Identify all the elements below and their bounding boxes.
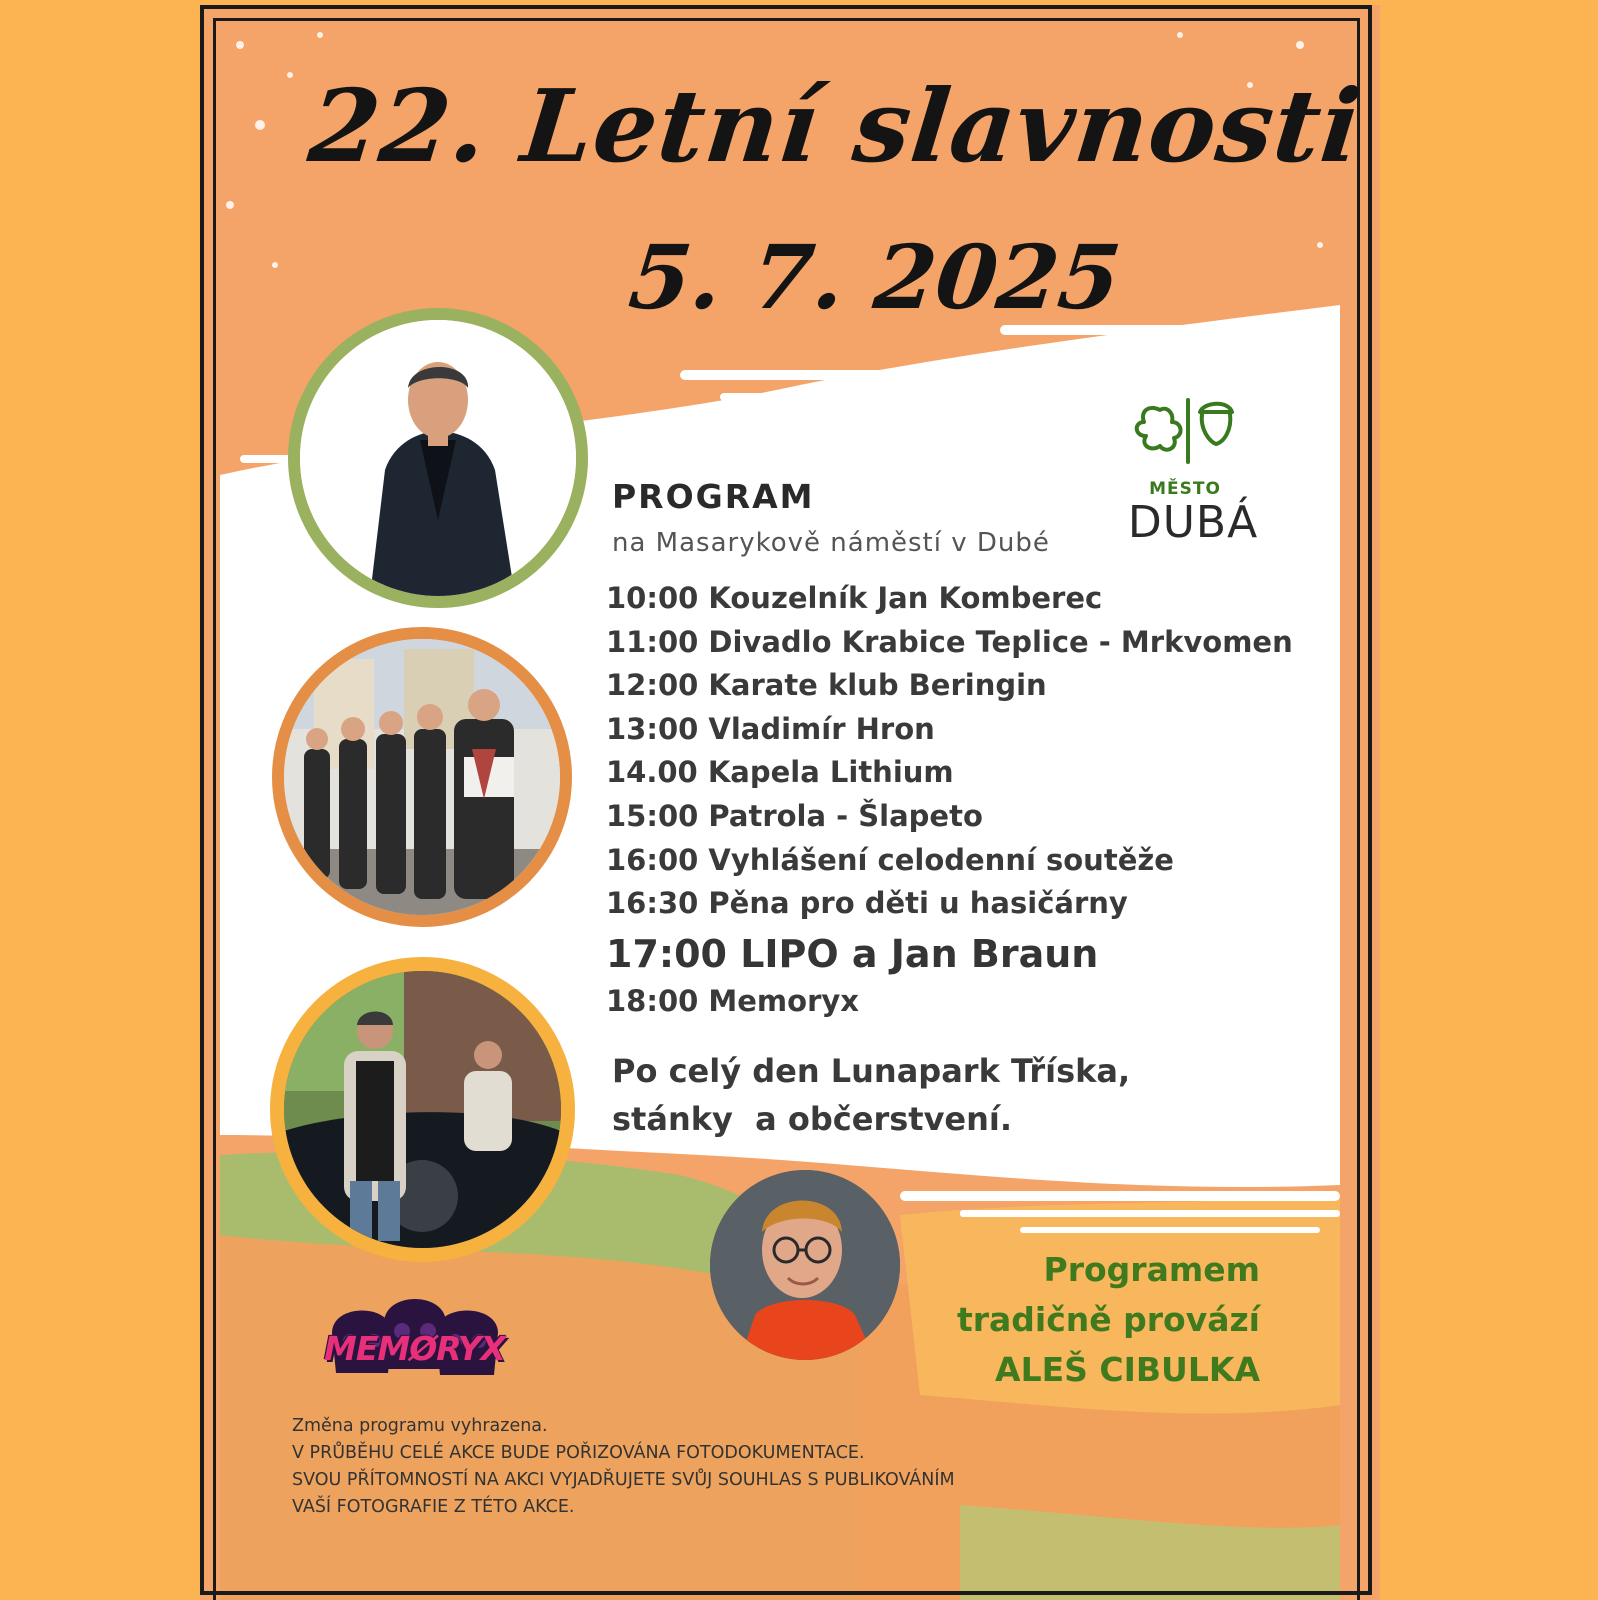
disclaimer-line: Změna programu vyhrazena.	[292, 1416, 548, 1436]
photo-memoryx	[270, 957, 575, 1262]
photo-magician	[288, 308, 588, 608]
photo-host	[710, 1170, 900, 1360]
host-portrait	[710, 1170, 900, 1360]
disclaimer	[292, 1413, 955, 1521]
magician-portrait	[300, 320, 576, 596]
host-line: Programem	[1043, 1250, 1260, 1289]
logo-line-mesto: MĚSTO	[1149, 479, 1221, 499]
schedule-item: 15:00 Patrola - Šlapeto	[606, 798, 983, 833]
program-location: na Masarykově náměstí v Dubé	[612, 528, 1050, 558]
schedule-list	[606, 577, 1293, 1023]
schedule-item: 12:00 Karate klub Beringin	[606, 668, 1047, 703]
schedule-item-headliner: 17:00 LIPO a Jan Braun	[606, 931, 1099, 976]
group-photo	[284, 639, 560, 915]
band-logo-text: MEMØRYX	[324, 1329, 505, 1368]
schedule-item: 11:00 Divadlo Krabice Teplice - Mrkvomen	[606, 624, 1293, 659]
event-title: 22. Letní slavnosti	[303, 67, 1367, 185]
schedule-item: 16:30 Pěna pro děti u hasičárny	[606, 886, 1128, 921]
disclaimer-line: V PRŮBĚHU CELÉ AKCE BUDE POŘIZOVÁNA FOTODOKUMENTACE.	[292, 1443, 865, 1463]
disclaimer-line: SVOU PŘÍTOMNOSTÍ NA AKCI VYJADŘUJETE SVŮJ SOUHLAS S PUBLIKOVÁNÍM	[292, 1470, 955, 1490]
schedule-item: 16:00 Vyhlášení celodenní soutěže	[606, 842, 1174, 877]
host-credit	[940, 1245, 1260, 1395]
poster-content	[200, 5, 1380, 1600]
photo-theatre-group	[272, 627, 572, 927]
host-name: ALEŠ CIBULKA	[995, 1350, 1260, 1389]
schedule-item: 10:00 Kouzelník Jan Komberec	[606, 581, 1103, 615]
schedule-item: 13:00 Vladimír Hron	[606, 711, 935, 746]
schedule-item: 14.00 Kapela Lithium	[606, 755, 954, 790]
event-date: 5. 7. 2025	[624, 225, 1126, 329]
memoryx-photo	[284, 971, 561, 1248]
program-heading: PROGRAM	[612, 477, 815, 516]
disclaimer-line: VAŠÍ FOTOGRAFIE Z TÉTO AKCE.	[292, 1497, 575, 1517]
logo-line-duba: DUBÁ	[1127, 497, 1259, 548]
host-line: tradičně provází	[956, 1300, 1260, 1339]
schedule-item: 18:00 Memoryx	[606, 983, 859, 1018]
all-day-note: Po celý den Lunapark Tříska, stánky a občerstvení.	[612, 1052, 1131, 1138]
